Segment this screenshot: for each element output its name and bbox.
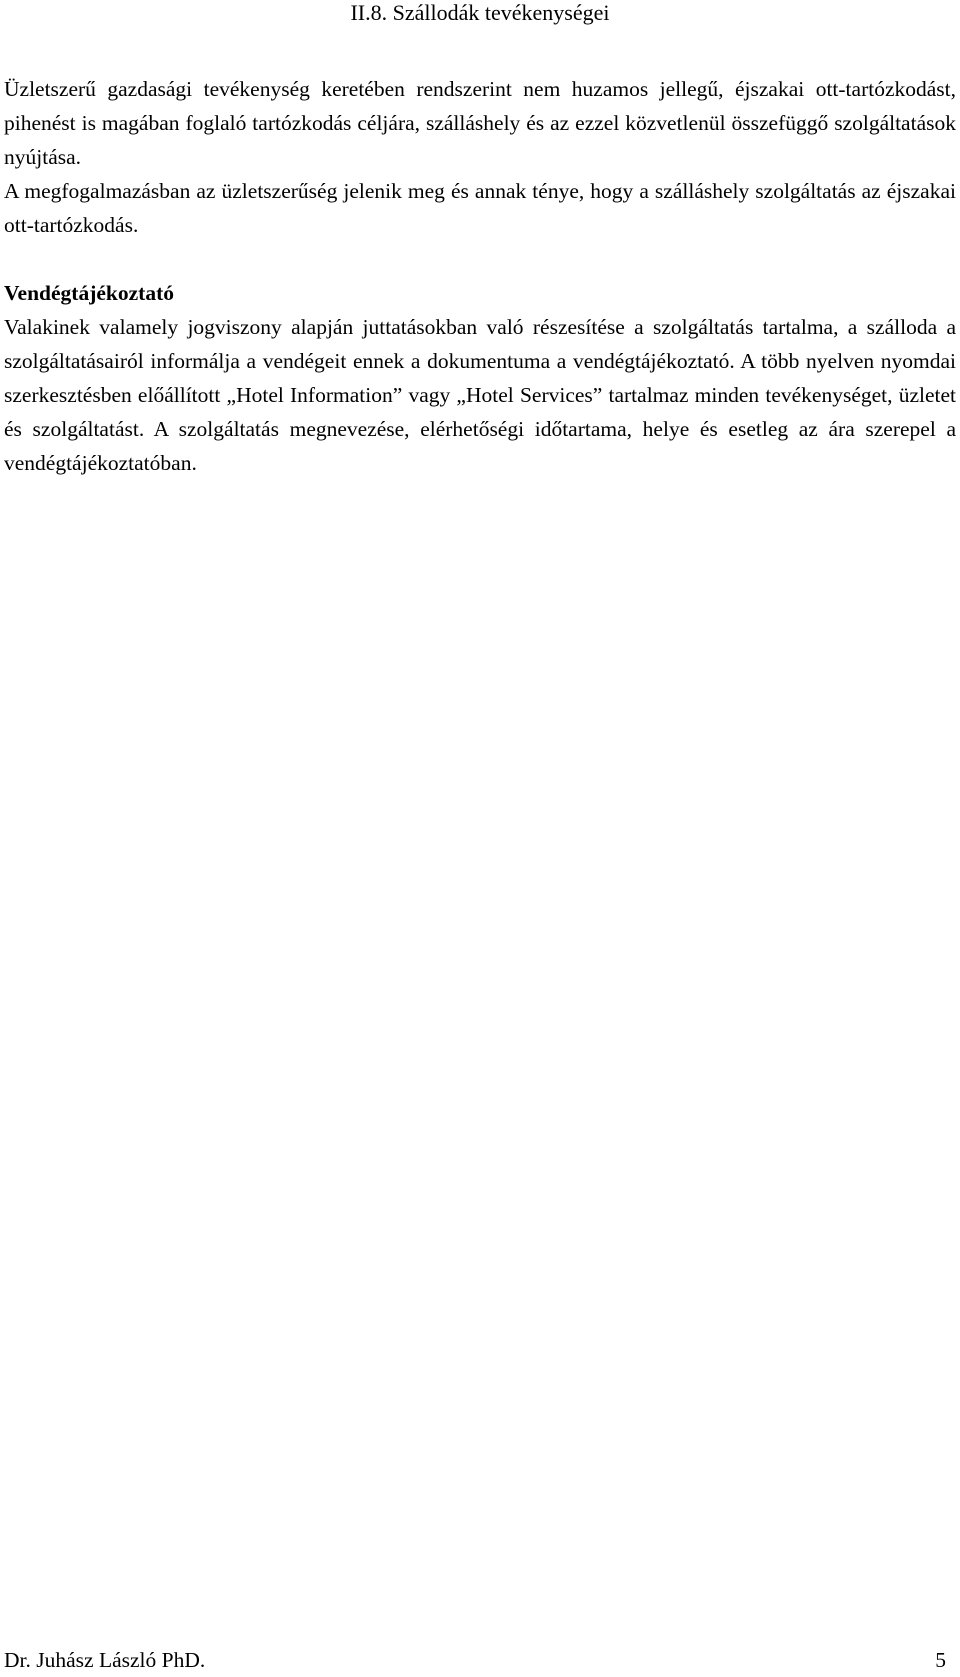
footer-author: Dr. Juhász László PhD. [4, 1648, 206, 1672]
footer-page-number: 5 [935, 1648, 946, 1672]
paragraph-definition: Üzletszerű gazdasági tevékenység keretében rendszerint nem huzamos jellegű, éjszakai ott-tartózkodást, pihenést is magában foglaló tartózkodás céljára, szálláshely és az ezzel közvetlenül összefüggő szolgáltatások nyújtása. [4, 77, 956, 169]
paragraph-guest-info: Valakinek valamely jogviszony alapján juttatásokban való részesítése a szolgáltatás tartalma, a szálloda a szolgáltatásairól informálja a vendégeit ennek a dokumentuma a vendégtájékoztató. A több nyelven nyomdai szerkesztésben előállított „Hotel Information” vagy „Hotel Services” tartalmaz minden tevékenységet, üzletet és szolgáltatást. A szolgáltatás megnevezése, elérhetőségi időtartama, helye és esetleg az ára szerepel a vendégtájékoztatóban. [4, 315, 956, 475]
paragraph-spacer [4, 242, 956, 276]
running-header: II.8. Szállodák tevékenységei [350, 0, 610, 25]
section-heading: Vendégtájékoztató [4, 281, 174, 305]
paragraph-explanation: A megfogalmazásban az üzletszerűség jelenik meg és annak ténye, hogy a szálláshely szolgáltatás az éjszakai ott-tartózkodás. [4, 179, 956, 237]
document-body [4, 72, 956, 480]
